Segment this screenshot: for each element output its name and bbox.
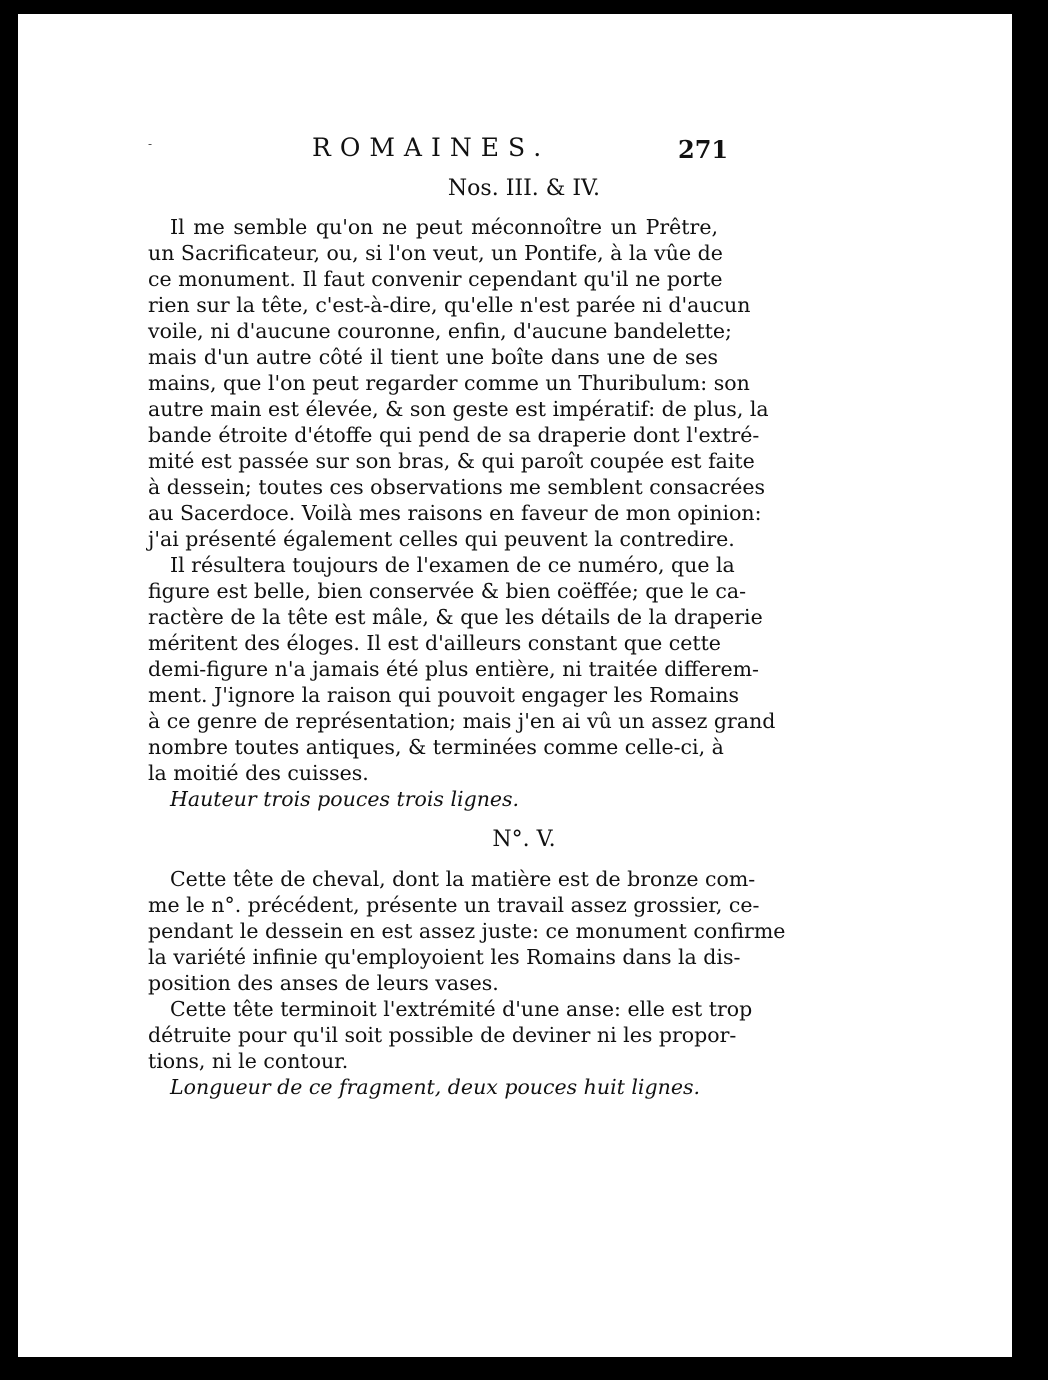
text-line: à dessein; toutes ces observations me semblent consacrées <box>148 475 766 499</box>
text-line: détruite pour qu'il soit possible de deviner ni les propor- <box>148 1023 737 1047</box>
text-line: Il résultera toujours de l'examen de ce numéro, que la <box>170 553 735 577</box>
text-line: autre main est élevée, & son geste est impératif: de plus, la <box>148 397 769 421</box>
text-line: la variété infinie qu'employoient les Romains dans la dis- <box>148 945 741 969</box>
text-line: bande étroite d'étoffe qui pend de sa draperie dont l'extré- <box>148 423 760 447</box>
text-line: rien sur la tête, c'est-à-dire, qu'elle n'est parée ni d'aucun <box>148 293 751 317</box>
text-line: Cette tête terminoit l'extrémité d'une anse: elle est trop <box>170 997 753 1021</box>
text-line: mains, que l'on peut regarder comme un Thuribulum: son <box>148 371 750 395</box>
text-line: ce monument. Il faut convenir cependant qu'il ne porte <box>148 267 723 291</box>
running-head <box>0 133 1048 167</box>
text-line: mais d'un autre côté il tient une boîte dans une de ses <box>148 345 718 369</box>
text-line: un Sacrificateur, ou, si l'on veut, un Pontife, à la vûe de <box>148 241 723 265</box>
text-line: position des anses de leurs vases. <box>148 971 499 995</box>
text-line: j'ai présenté également celles qui peuvent la contredire. <box>148 527 735 551</box>
section-heading-v: N°. V. <box>492 827 556 852</box>
text-line: voile, ni d'aucune couronne, enfin, d'aucune bandelette; <box>148 319 732 343</box>
measure-line: Hauteur trois pouces trois lignes. <box>170 787 520 811</box>
text-line: la moitié des cuisses. <box>148 761 369 785</box>
running-head-title: ROMAINES. <box>312 133 551 162</box>
text-line: méritent des éloges. Il est d'ailleurs constant que cette <box>148 631 721 655</box>
text-line: demi-figure n'a jamais été plus entière, ni traitée differem- <box>148 657 759 681</box>
text-line: figure est belle, bien conservée & bien coëffée; que le ca- <box>148 579 747 603</box>
text-line: ment. J'ignore la raison qui pouvoit engager les Romains <box>148 683 740 707</box>
text-line: tions, ni le contour. <box>148 1049 349 1073</box>
text-line: me le n°. précédent, présente un travail assez grossier, ce- <box>148 893 760 917</box>
text-line: nombre toutes antiques, & terminées comme celle-ci, à <box>148 735 724 759</box>
text-line: Il me semble qu'on ne peut méconnoître un Prêtre, <box>170 215 718 239</box>
text-line: mité est passée sur son bras, & qui paroît coupée est faite <box>148 449 755 473</box>
measure-line: Longueur de ce fragment, deux pouces huit lignes. <box>170 1075 700 1099</box>
text-line: Cette tête de cheval, dont la matière est de bronze com- <box>170 867 756 891</box>
section-heading-iii-iv: Nos. III. & IV. <box>447 176 601 201</box>
text-line: pendant le dessein en est assez juste: ce monument confirme <box>148 919 786 943</box>
margin-mark: - <box>148 137 153 151</box>
text-line: au Sacerdoce. Voilà mes raisons en faveur de mon opinion: <box>148 501 762 525</box>
text-line: à ce genre de représentation; mais j'en ai vû un assez grand <box>148 709 776 733</box>
text-line: ractère de la tête est mâle, & que les détails de la draperie <box>148 605 763 629</box>
page-number: 271 <box>678 135 729 164</box>
